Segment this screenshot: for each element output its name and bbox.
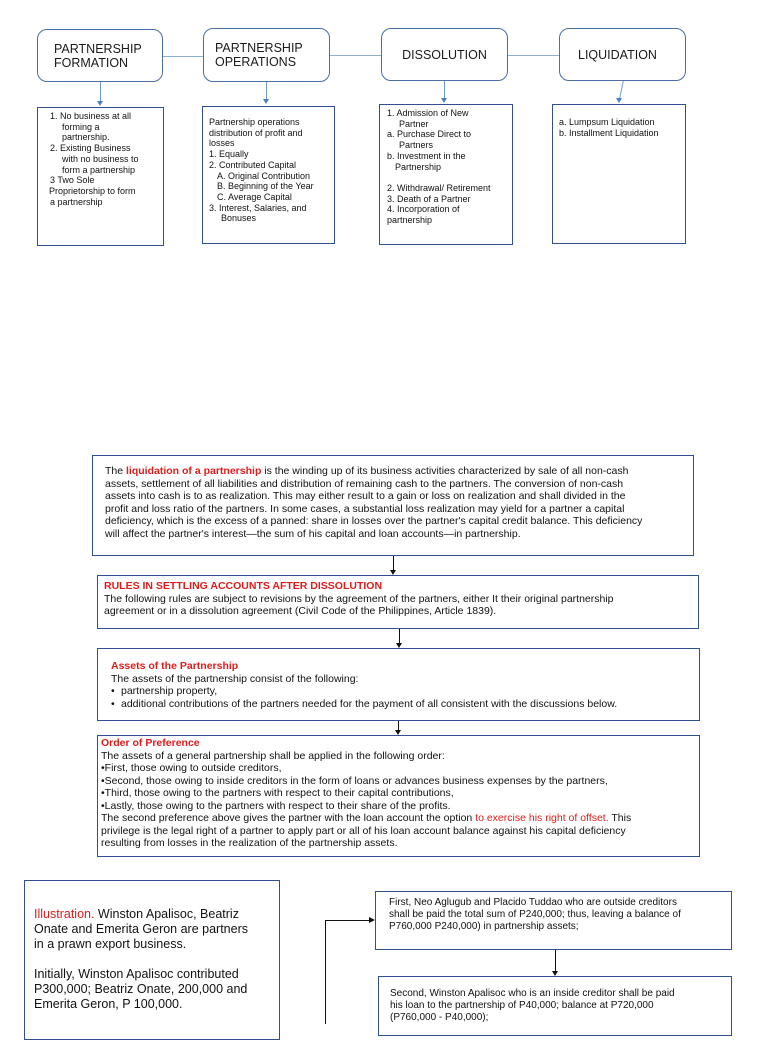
operations-line: distribution of profit and (209, 127, 303, 138)
operations-line: A. Original Contribution (217, 170, 311, 181)
dissolution-line: 2. Withdrawal/ Retirement (387, 182, 491, 193)
dissolution-line: 4. Incorporation of (387, 204, 460, 215)
first-step-box (375, 891, 732, 950)
arrow-liquidation (616, 98, 622, 103)
operations-line: 1. Equally (209, 149, 249, 160)
preference-line: •Second, those owing to inside creditors in the form of loans or advances business expenses by the partners, (101, 774, 608, 787)
preference-line: privilege is the legal right of a partner to apply part or all of his loan account balance against his capital deficiency (101, 824, 626, 837)
operations-line: 3. Interest, Salaries, and (209, 202, 307, 213)
first-step-line: P760,000 P240,000) in partnership assets; (389, 921, 579, 932)
operations-line: C. Average Capital (217, 191, 292, 202)
rules-line: The following rules are subject to revisions by the agreement of the partners, either It their original partnership (104, 592, 614, 605)
definition-line: profit and loss ratio of the partners. In some cases, a substantial loss realization may yield for a partner a capital (105, 502, 625, 515)
formation-line: Proprietorship to form (49, 185, 136, 196)
header-box-dissolution (381, 28, 508, 81)
preference-line: •Lastly, those owing to the partners with respect to their share of the profits. (101, 799, 451, 812)
assets-list (111, 685, 694, 710)
preference-line: resulting from losses in the realization of the partnership assets. (101, 837, 398, 849)
definition-line: will affect the partner's interest—the sum of his capital and loan accounts—in partnership. (105, 527, 521, 540)
arrow-formation (97, 101, 103, 106)
second-step-line: his loan to the partnership of P40,000; balance at P720,000 (390, 1000, 654, 1011)
assets-bullet: partnership property, (121, 685, 218, 697)
dissolution-line: Partner (399, 118, 429, 129)
dissolution-details (379, 104, 513, 245)
definition-line: assets into cash is to as realization. This may either result to a gain or loss on realization and shall divided in the (105, 490, 626, 502)
header-box-liquidation (559, 28, 686, 81)
assets-intro: The assets of the partnership consist of the following: (111, 672, 359, 685)
liquidation-details (552, 104, 686, 244)
arrow-dissolution (441, 98, 447, 103)
definition-line: is the winding up of its business activities characterized by sale of all non-cash (261, 465, 629, 477)
dissolution-line (387, 172, 506, 183)
second-step-box (378, 976, 732, 1036)
formation-line: form a partnership (62, 164, 136, 175)
offset-prefix: The second preference above gives the partner with the loan account the option (101, 812, 476, 824)
assets-title: Assets of the Partnership (111, 660, 239, 672)
operations-line: 2. Contributed Capital (209, 159, 297, 170)
offset-suffix: This (608, 812, 632, 824)
assets-box (97, 648, 700, 721)
formation-line: partnership. (62, 132, 110, 143)
rules-box (97, 575, 699, 629)
dissolution-line: Partnership (395, 161, 442, 172)
operations-details (202, 106, 335, 244)
first-step-line: shall be paid the total sum of P240,000; thus, leaving a balance of (389, 909, 681, 920)
offset-highlight: to exercise his right of offset. (475, 812, 609, 824)
operations-line: B. Beginning of the Year (217, 181, 314, 192)
formation-line: 2. Existing Business (50, 143, 131, 154)
dissolution-line: Partners (399, 140, 434, 151)
assets-bullet: additional contributions of the partners needed for the payment of all consistent with the discussions below. (121, 697, 618, 710)
formation-line: with no business to (62, 153, 139, 164)
arrow-operations (263, 99, 269, 104)
preference-line: •Third, those owing to the partners with respect to their capital contributions, (101, 787, 454, 799)
illustration-line: Onate and Emerita Geron are partners (34, 922, 249, 936)
dissolution-line: 3. Death of a Partner (387, 193, 471, 204)
illustration-line: in a prawn export business. (34, 937, 187, 951)
formation-line: 3 Two Sole (50, 175, 95, 186)
formation-line: 1. No business at all (50, 111, 132, 121)
preference-box (97, 735, 700, 857)
definition-prefix: The (105, 465, 127, 477)
header-formation-line1: PARTNERSHIP (54, 41, 142, 56)
header-box-operations (203, 28, 330, 82)
header-operations-line1: PARTNERSHIP (215, 41, 303, 55)
liquidation-line: b. Installment Liquidation (559, 127, 659, 138)
header-liquidation-line1: LIQUIDATION (578, 47, 657, 62)
second-step-line: Second, Winston Apalisoc who is an inside creditor shall be paid (390, 988, 675, 999)
first-step-line: First, Neo Aglugub and Placido Tuddao who are outside creditors (389, 897, 677, 908)
header-operations-line2: OPERATIONS (215, 55, 297, 69)
dissolution-line: a. Purchase Direct to (387, 129, 472, 140)
formation-line: forming a (62, 121, 100, 132)
header-dissolution-line1: DISSOLUTION (402, 47, 487, 62)
second-step-line: (P760,000 - P40,000); (390, 1012, 489, 1023)
illustration-box (24, 880, 280, 1040)
liquidation-line: a. Lumpsum Liquidation (559, 117, 655, 127)
dissolution-line: 1. Admission of New (387, 108, 469, 118)
header-formation-line2: FORMATION (54, 55, 129, 70)
preference-line: The assets of a general partnership shall be applied in the following order: (101, 749, 445, 762)
header-box-formation (37, 29, 163, 82)
formation-line: a partnership (50, 196, 103, 207)
definition-line: assets, settlement of all liabilities and distribution of remaining cash to the partners. The conversion of non-cash (105, 477, 624, 490)
operations-line: Partnership operations (209, 117, 300, 127)
illustration-line: Winston Apalisoc, Beatriz (94, 907, 239, 921)
formation-details (37, 107, 164, 246)
rules-title: RULES IN SETTLING ACCOUNTS AFTER DISSOLUTION (104, 580, 383, 592)
dissolution-line: b. Investment in the (387, 150, 466, 161)
illustration-line: Emerita Geron, P 100,000. (34, 997, 183, 1011)
list-item (111, 698, 694, 711)
rules-line: agreement or in a dissolution agreement (Civil Code of the Philippines, Article 1839). (104, 605, 497, 617)
illustration-line: Initially, Winston Apalisoc contributed (34, 967, 239, 981)
dissolution-line: partnership (387, 215, 433, 226)
preference-line: •First, those owing to outside creditors, (101, 762, 282, 774)
operations-line: Bonuses (221, 213, 257, 224)
definition-line: deficiency, which is the excess of a panned: share in losses over the partner's capital credit balance. This deficiency (105, 515, 643, 527)
illustration-line: P300,000; Beatriz Onate, 200,000 and (34, 982, 248, 996)
liquidation-definition-box (92, 455, 694, 556)
preference-title: Order of Preference (101, 737, 200, 749)
operations-line: losses (209, 138, 235, 149)
list-item (111, 685, 694, 698)
definition-term: liquidation of a partnership (126, 465, 262, 477)
illustration-label: Illustration. (34, 907, 95, 921)
